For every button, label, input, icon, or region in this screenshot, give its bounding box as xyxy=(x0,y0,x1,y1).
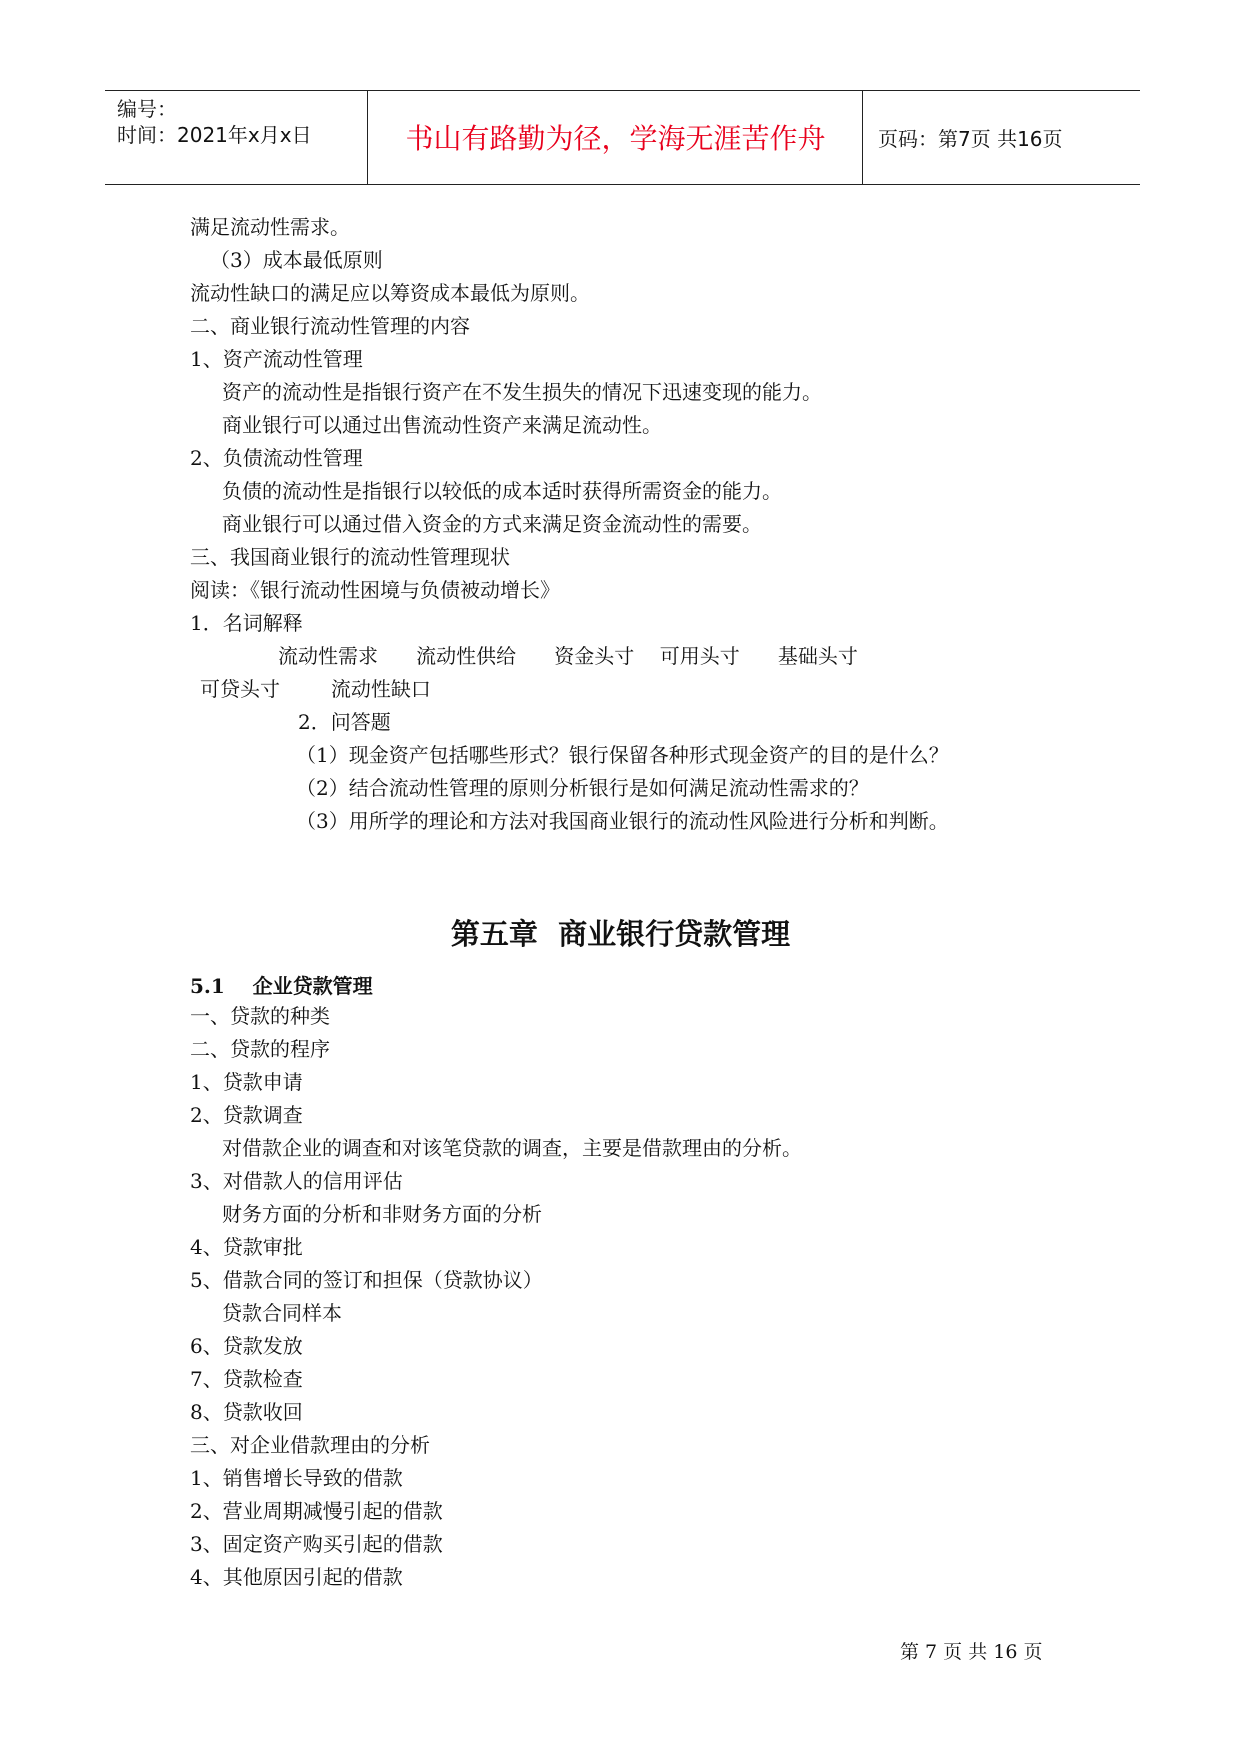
header-page-label: 页码：第7页 共16页 xyxy=(878,127,1063,151)
body-line: 1．名词解释 xyxy=(190,611,303,635)
body-line: 7、贷款检查 xyxy=(190,1367,303,1391)
body-line: 3、固定资产购买引起的借款 xyxy=(190,1532,443,1556)
header-info-cell xyxy=(117,91,368,184)
body-line: 阅读：《银行流动性困境与负债被动增长》 xyxy=(190,578,560,602)
body-line: 二、商业银行流动性管理的内容 xyxy=(190,314,470,338)
body-line: 三、对企业借款理由的分析 xyxy=(190,1433,430,1457)
body-line: 2、营业周期减慢引起的借款 xyxy=(190,1499,443,1523)
body-line: 二、贷款的程序 xyxy=(190,1037,330,1061)
body-line: 3、对借款人的信用评估 xyxy=(190,1169,403,1193)
body-line: 可贷头寸 流动性缺口 xyxy=(200,677,431,701)
chapter-title: 第五章 商业银行贷款管理 xyxy=(450,917,791,951)
body-line: 1、贷款申请 xyxy=(190,1070,303,1094)
body-line: 1、销售增长导致的借款 xyxy=(190,1466,403,1490)
body-line: 贷款合同样本 xyxy=(222,1301,342,1325)
body-line: 2、负债流动性管理 xyxy=(190,446,363,470)
body-line: 流动性需求 流动性供给 资金头寸 可用头寸 基础头寸 xyxy=(278,644,858,668)
body-line: 8、贷款收回 xyxy=(190,1400,303,1424)
body-line: 对借款企业的调查和对该笔贷款的调查，主要是借款理由的分析。 xyxy=(222,1136,802,1160)
page-header xyxy=(105,90,1140,185)
body-line: 4、贷款审批 xyxy=(190,1235,303,1259)
body-line: （2）结合流动性管理的原则分析银行是如何满足流动性需求的？ xyxy=(296,776,869,800)
document-number-label: 编号： xyxy=(117,97,177,121)
body-line: 5、借款合同的签订和担保（贷款协议） xyxy=(190,1268,543,1292)
header-page-cell xyxy=(864,91,1140,184)
page-footer: 第 7 页 共 16 页 xyxy=(900,1641,1043,1663)
header-motto: 书山有路勤为径，学海无涯苦作舟 xyxy=(405,122,826,155)
body-line: 2、贷款调查 xyxy=(190,1103,303,1127)
body-line: 三、我国商业银行的流动性管理现状 xyxy=(190,545,510,569)
body-line: 满足流动性需求。 xyxy=(190,215,350,239)
body-line: 负债的流动性是指银行以较低的成本适时获得所需资金的能力。 xyxy=(222,479,782,503)
body-line: 4、其他原因引起的借款 xyxy=(190,1565,403,1589)
header-motto-cell xyxy=(369,91,863,184)
body-line: 资产的流动性是指银行资产在不发生损失的情况下迅速变现的能力。 xyxy=(222,380,822,404)
body-line: 商业银行可以通过出售流动性资产来满足流动性。 xyxy=(222,413,662,437)
body-line: （3）成本最低原则 xyxy=(210,248,383,272)
body-line: （3）用所学的理论和方法对我国商业银行的流动性风险进行分析和判断。 xyxy=(296,809,949,833)
body-line: （1）现金资产包括哪些形式？银行保留各种形式现金资产的目的是什么？ xyxy=(296,743,949,767)
section-title: 5.1 企业贷款管理 xyxy=(190,974,373,998)
body-line: 2．问答题 xyxy=(298,710,391,734)
body-line: 财务方面的分析和非财务方面的分析 xyxy=(222,1202,542,1226)
body-line: 商业银行可以通过借入资金的方式来满足资金流动性的需要。 xyxy=(222,512,762,536)
body-line: 6、贷款发放 xyxy=(190,1334,303,1358)
body-line: 流动性缺口的满足应以筹资成本最低为原则。 xyxy=(190,281,590,305)
body-line: 一、贷款的种类 xyxy=(190,1004,330,1028)
body-line: 1、资产流动性管理 xyxy=(190,347,363,371)
document-time-label: 时间：2021年x月x日 xyxy=(117,123,312,147)
